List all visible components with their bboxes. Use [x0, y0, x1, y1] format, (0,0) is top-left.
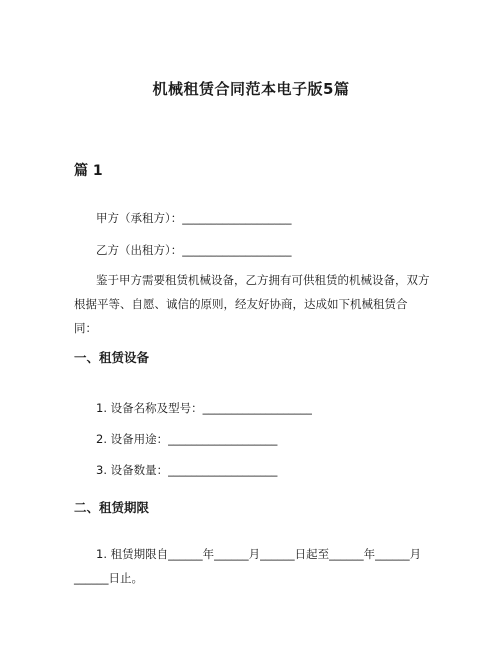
list-item-continuation: ______日止。	[74, 571, 143, 585]
party-b-line: 乙方（出租方）：___________________	[96, 243, 292, 257]
document-title: 机械租赁合同范本电子版5篇	[152, 80, 350, 98]
list-item: 1. 设备名称及型号：___________________	[96, 401, 312, 415]
list-item: 1. 租赁期限自______年______月______日起至______年______月	[96, 547, 422, 561]
party-a-line: 甲方（承租方）：___________________	[96, 211, 292, 225]
list-item: 2. 设备用途：___________________	[96, 432, 278, 446]
heading-rental-term: 二、租赁期限	[74, 500, 150, 515]
section-heading: 篇 1	[74, 163, 103, 179]
intro-paragraph: 鉴于甲方需要租赁机械设备，乙方拥有可供租赁的机械设备，双方根据平等、自愿、诚信的原则，经友好协商，达成如下机械租赁合同：	[74, 273, 430, 335]
heading-rental-equipment: 一、租赁设备	[74, 350, 150, 365]
list-item: 3. 设备数量：___________________	[96, 463, 278, 477]
